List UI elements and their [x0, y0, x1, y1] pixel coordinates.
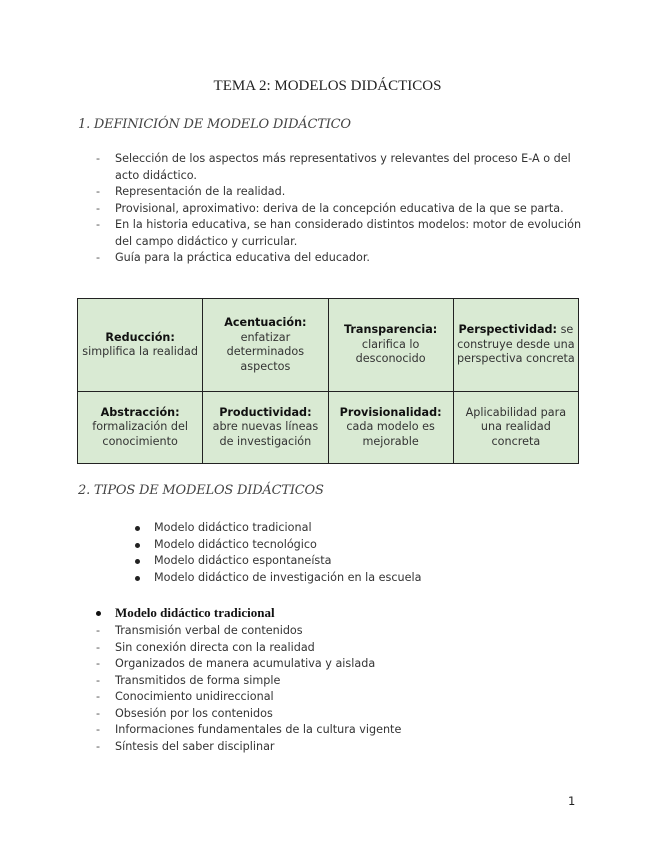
list-item: - Transmisión verbal de contenidos	[96, 623, 596, 640]
list-item: Modelo didáctico tecnológico	[135, 537, 421, 554]
list-item: - Obsesión por los contenidos	[96, 706, 596, 723]
characteristics-table	[77, 298, 579, 464]
cell-term: Abstracción:	[100, 405, 180, 419]
cell-description: se construye desde una perspectiva concreta	[456, 323, 575, 366]
table-row	[78, 392, 579, 464]
table-cell	[453, 392, 578, 464]
table-cell	[203, 392, 328, 464]
table-row	[78, 299, 579, 392]
cell-term: Productividad:	[219, 405, 312, 419]
cell-term: Perspectividad:	[458, 323, 557, 337]
page-number: 1	[568, 794, 576, 808]
list-item: - Provisional, aproximativo: deriva de la concepción educativa de la que se parta.	[96, 201, 596, 218]
list-item: - Informaciones fundamentales de la cultura vigente	[96, 722, 596, 739]
cell-description: clarifica lo desconocido	[355, 337, 426, 366]
cell-term: Provisionalidad:	[339, 405, 442, 419]
cell-description: Aplicabilidad para una realidad concreta	[465, 405, 567, 448]
cell-term: Reducción:	[105, 330, 175, 344]
document-title: TEMA 2: MODELOS DIDÁCTICOS	[213, 78, 442, 94]
cell-description: formalización del conocimiento	[92, 420, 188, 448]
list-item: - Sin conexión directa con la realidad	[96, 640, 596, 657]
list-item: Modelo didáctico espontaneísta	[135, 553, 421, 570]
model-types-list	[135, 520, 421, 586]
cell-description: cada modelo es mejorable	[346, 420, 435, 448]
cell-description: simplifica la realidad	[82, 345, 198, 359]
list-item: - Transmitidos de forma simple	[96, 673, 596, 690]
traditional-model-traits	[96, 623, 596, 755]
list-item: - Conocimiento unidireccional	[96, 689, 596, 706]
table-cell	[453, 299, 578, 392]
section-heading-types: 2. TIPOS DE MODELOS DIDÁCTICOS	[78, 483, 324, 498]
table-cell	[328, 392, 453, 464]
list-item: - Síntesis del saber disciplinar	[96, 739, 596, 756]
cell-description: abre nuevas líneas de investigación	[212, 420, 319, 448]
list-item: Modelo didáctico de investigación en la escuela	[135, 570, 421, 587]
cell-term: Acentuación:	[224, 316, 307, 330]
table-cell	[328, 299, 453, 392]
list-item: Modelo didáctico tradicional	[135, 520, 421, 537]
list-item: - Selección de los aspectos más representativos y relevantes del proceso E-A o del acto didáctico.	[96, 151, 596, 184]
list-item: - En la historia educativa, se han considerado distintos modelos: motor de evolución del campo didáctico y curricular.	[96, 217, 596, 250]
table-cell	[78, 299, 203, 392]
list-item: - Representación de la realidad.	[96, 184, 596, 201]
table-cell	[78, 392, 203, 464]
cell-description: enfatizar determinados aspectos	[226, 330, 305, 373]
definition-list	[96, 151, 596, 267]
list-item: - Guía para la práctica educativa del educador.	[96, 250, 596, 267]
section-heading-definition: 1. DEFINICIÓN DE MODELO DIDÁCTICO	[78, 117, 351, 132]
list-item: - Organizados de manera acumulativa y aislada	[96, 656, 596, 673]
subheading-traditional-model: Modelo didáctico tradicional	[96, 605, 275, 621]
cell-term: Transparencia:	[344, 323, 438, 337]
table-cell	[203, 299, 328, 392]
